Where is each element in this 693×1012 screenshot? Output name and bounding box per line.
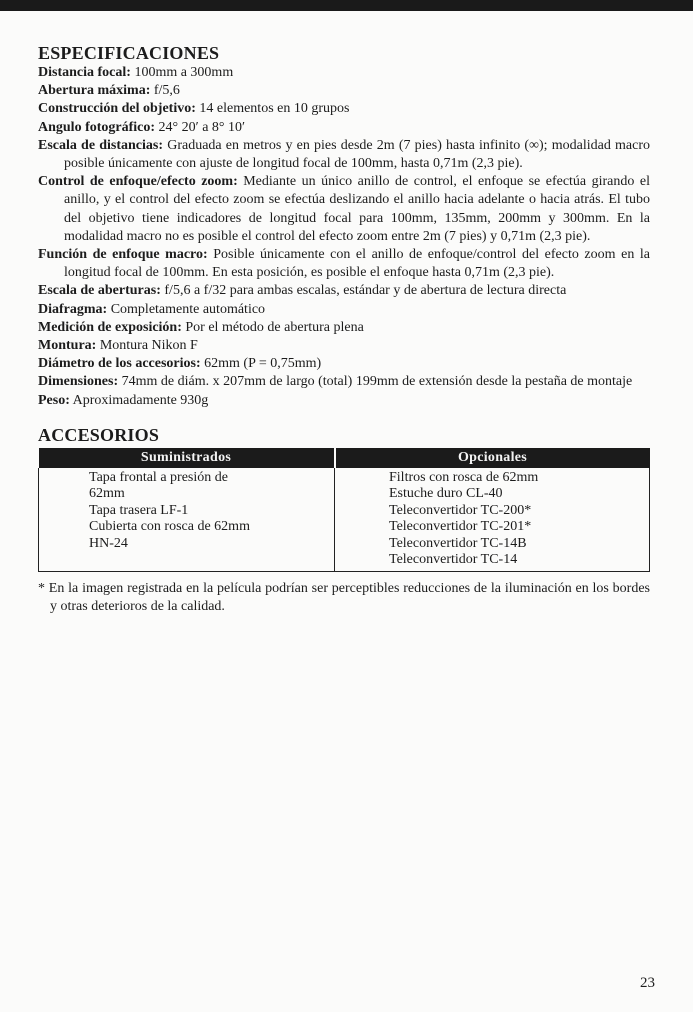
spec-label: Dimensiones: <box>38 374 119 390</box>
specifications-heading: ESPECIFICACIONES <box>38 43 220 63</box>
spec-item <box>38 173 650 246</box>
supplied-item: Tapa frontal a presión de <box>89 469 228 485</box>
supplied-item: 62mm <box>89 486 125 502</box>
footnote: * En la imagen registrada en la película podrían ser perceptibles reducciones de la iluminación en los bordes y otras deterioros de la calidad. <box>38 580 650 614</box>
supplied-item: Cubierta con rosca de 62mm <box>89 519 250 535</box>
spec-label: Montura: <box>38 338 97 354</box>
optional-item: Teleconvertidor TC-201* <box>389 519 532 535</box>
page-content <box>38 42 650 630</box>
spec-item <box>38 64 650 82</box>
accessories-heading: ACCESORIOS <box>38 424 160 445</box>
optional-item: Filtros con rosca de 62mm <box>389 469 539 485</box>
spec-item <box>38 100 650 118</box>
spec-item <box>38 355 650 373</box>
supplied-column-header: Suministrados <box>39 448 335 468</box>
spec-value: Mediante un único anillo de control, el enfoque se efectúa girando el anillo, y el control del efecto zoom se efectúa deslizando el anillo hacia adelante o hacia atrás. El tubo del objetivo tiene indicadores de longitud focal para 100mm, 135mm, 200mm y 300mm. En la modalidad macro no es posible el control del efecto zoom entre 2m (7 pies) y 0,71m (2,3 pie). <box>64 174 650 244</box>
spec-value: Completamente automático <box>107 301 266 317</box>
optional-column-header: Opcionales <box>335 448 650 468</box>
optional-item: Teleconvertidor TC-200* <box>389 502 532 518</box>
spec-label: Angulo fotográfico: <box>38 119 156 135</box>
spec-label: Diafragma: <box>38 301 108 317</box>
spec-item <box>38 246 650 282</box>
specifications-list <box>38 64 650 410</box>
spec-value: f/5,6 <box>150 83 180 99</box>
spec-item <box>38 373 650 391</box>
spec-value: Por el método de abertura plena <box>181 319 364 335</box>
spec-value: 14 elementos en 10 grupos <box>195 101 350 117</box>
spec-value: 24° 20′ a 8° 10′ <box>155 119 246 135</box>
spec-value: 100mm a 300mm <box>130 65 234 80</box>
spec-value: Montura Nikon F <box>96 338 198 354</box>
accessories-table <box>38 448 650 572</box>
supplied-item: Tapa trasera LF-1 <box>89 502 189 518</box>
optional-item: Teleconvertidor TC-14B <box>389 535 527 551</box>
spec-value: Graduada en metros y en pies desde 2m (7 pies) hasta infinito (∞); modalidad macro posible únicamente con ajuste de longitud focal de 100mm, hasta 0,71m (2,3 pie). <box>64 137 650 172</box>
spec-item <box>38 319 650 337</box>
spec-value: 74mm de diám. x 207mm de largo (total) 199mm de extensión desde la pestaña de montaje <box>118 374 633 390</box>
spec-item <box>38 137 650 173</box>
spec-item <box>38 301 650 319</box>
spec-label: Diámetro de los accesorios: <box>38 356 201 372</box>
spec-value: 62mm (P = 0,75mm) <box>200 356 322 372</box>
spec-item <box>38 392 650 410</box>
spec-item <box>38 119 650 137</box>
optional-item: Teleconvertidor TC-14 <box>389 552 518 568</box>
spec-label: Abertura máxima: <box>38 83 151 99</box>
supplied-item: HN-24 <box>89 535 128 551</box>
spec-label: Escala de distancias: <box>38 137 164 153</box>
spec-value: Posible únicamente con el anillo de enfoque/control del efecto zoom en la longitud focal de 100mm. En esta posición, es posible el enfoque hasta 0,71m (2,3 pie). <box>64 247 650 281</box>
spec-item <box>38 337 650 355</box>
spec-value: f/5,6 a f/32 para ambas escalas, estándar y de abertura de lectura directa <box>160 283 567 299</box>
spec-label: Medición de exposición: <box>38 319 182 335</box>
spec-label: Distancia focal: <box>38 65 131 80</box>
spec-value: Aproximadamente 930g <box>69 392 209 408</box>
page-number: 23 <box>640 975 655 991</box>
spec-label: Función de enfoque macro: <box>38 247 208 263</box>
top-border-bar <box>0 0 693 11</box>
spec-label: Control de enfoque/efecto zoom: <box>38 174 238 190</box>
spec-label: Escala de aberturas: <box>38 283 161 299</box>
optional-list <box>335 468 650 572</box>
spec-label: Construcción del objetivo: <box>38 101 196 117</box>
supplied-list <box>39 468 335 572</box>
spec-label: Peso: <box>38 392 70 408</box>
spec-item <box>38 282 650 300</box>
optional-item: Estuche duro CL-40 <box>389 486 503 502</box>
spec-item <box>38 82 650 100</box>
